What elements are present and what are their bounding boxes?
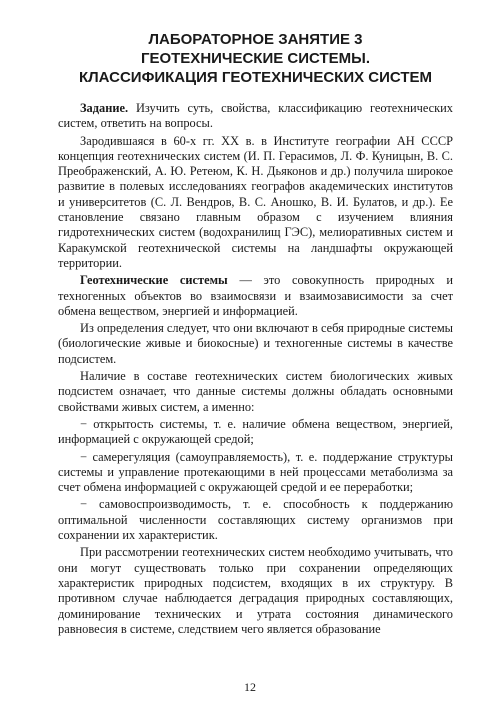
- title-line-1: ЛАБОРАТОРНОЕ ЗАНЯТИЕ 3: [148, 31, 363, 48]
- task-paragraph: [58, 101, 453, 132]
- definition-text: — это совокупность природных и техногенных объектов во взаимосвязи и взаимозависимости за счет обмена веществом, энергией и информацией.: [58, 273, 454, 318]
- list-item: − самовоспроизводимость, т. е. способность к поддержанию оптимальной численности составляющих систему организмов при сохранении их характеристик.: [58, 497, 453, 543]
- consideration-paragraph: При рассмотрении геотехнических систем необходимо учитывать, что они могут существовать только при сохранении определяющих характеристик природных подсистем, входящих в их структуру. В противном случае наблюдается деградация природных составляющих, доминирование технических и утрата состояния динамического равновесия в системе, следствием чего является образование: [58, 545, 453, 636]
- title-line-3: КЛАССИФИКАЦИЯ ГЕОТЕХНИЧЕСКИХ СИСТЕМ: [78, 69, 433, 86]
- list-item: − самерегуляция (самоуправляемость), т. е. поддержание структуры системы и управление протекающими в ней процессами метаболизма за счет обмена информацией с окружающей средой и ее переработки;: [58, 449, 453, 495]
- task-label: Задание.: [80, 101, 129, 115]
- page-number: 12: [244, 680, 256, 694]
- task-text: Изучить суть, свойства, классификацию геотехнических систем, ответить на вопросы.: [58, 101, 453, 131]
- properties-intro-paragraph: Наличие в составе геотехнических систем биологических живых подсистем означает, что данные системы должны обладать основными свойствами живых систем, а именно:: [58, 369, 453, 414]
- document-page: [58, 30, 453, 639]
- page-title: [58, 30, 453, 87]
- definition-term: Геотехнические системы: [80, 273, 228, 288]
- title-line-2: ГЕОТЕХНИЧЕСКИЕ СИСТЕМЫ.: [140, 50, 371, 67]
- structure-paragraph: Из определения следует, что они включают в себя природные системы (биологические живые и биокосные) и техногенные системы в качестве подсистем.: [58, 321, 453, 366]
- list-item: − открытость системы, т. е. наличие обмена веществом, энергией, информацией с окружающей средой;: [58, 416, 453, 447]
- history-paragraph: Зародившаяся в 60-х гг. XX в. в Институте географии АН СССР концепция геотехнических систем (И. П. Герасимов, Л. Ф. Куницын, В. С. Преображенский, А. Ю. Ретеюм, К. Н. Дьяконов и др.) получила широкое развитие в полевых исследованиях географов академических институтов и университетов (С. Л. Вендров, В. С. Аношко, В. И. Булатов, и др.). Ее становление связано главным образом с изучением влияния гидротехнических систем (водохранилищ ГЭС), мелиоративных систем и Каракумской геотехнической системы на ландшафты окружающей территории.: [58, 133, 453, 270]
- definition-paragraph: [58, 273, 453, 319]
